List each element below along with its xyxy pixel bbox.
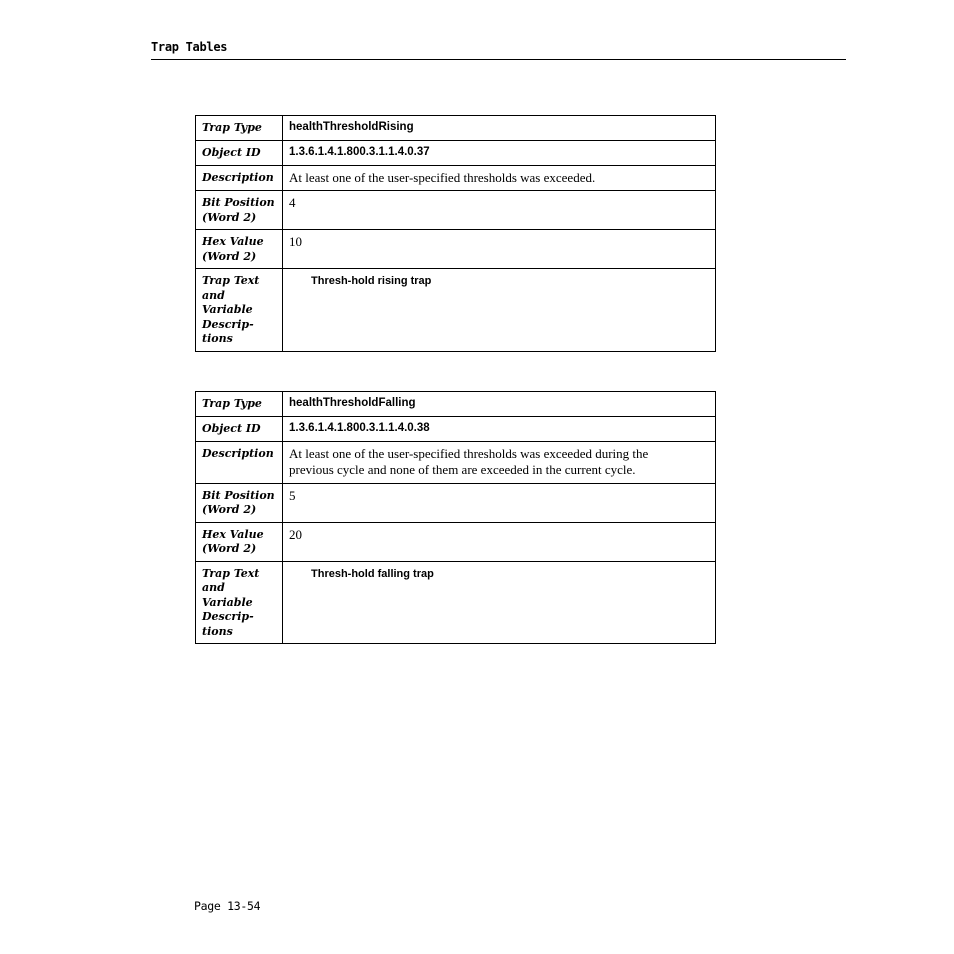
hex-value-label-line1: Hex Value bbox=[202, 235, 264, 248]
trap-text-row bbox=[196, 269, 716, 352]
bit-position-label-line1: Bit Position bbox=[202, 488, 275, 502]
trap-table-falling bbox=[195, 391, 716, 644]
trap-type-value: healthThresholdFalling bbox=[283, 392, 716, 417]
header-rule bbox=[151, 59, 846, 60]
bit-position-row bbox=[196, 483, 716, 522]
bit-position-value: 5 bbox=[283, 483, 716, 522]
bit-position-label-line1: Bit Position bbox=[202, 196, 275, 209]
trap-text-value: Thresh-hold rising trap bbox=[311, 275, 432, 287]
trap-text-label-line1: Trap Text bbox=[202, 274, 260, 287]
hex-value-value: 20 bbox=[283, 522, 716, 561]
description-value: At least one of the user-specified thresholds was exceeded. bbox=[283, 165, 716, 191]
trap-text-cell bbox=[283, 269, 716, 352]
bit-position-row bbox=[196, 191, 716, 230]
trap-text-value: Thresh-hold falling trap bbox=[311, 567, 434, 580]
trap-text-label-line3: Variable bbox=[202, 303, 253, 316]
trap-text-label bbox=[196, 269, 283, 352]
object-id-row bbox=[196, 417, 716, 442]
description-row bbox=[196, 165, 716, 191]
trap-text-label-line4: Descrip- bbox=[202, 610, 254, 623]
hex-value-row bbox=[196, 230, 716, 269]
description-label: Description bbox=[196, 165, 283, 191]
hex-value-label-line2: (Word 2) bbox=[202, 249, 257, 263]
trap-text-label-line5: tions bbox=[202, 332, 233, 345]
trap-text-cell bbox=[283, 561, 716, 644]
description-value bbox=[283, 441, 716, 483]
trap-text-row bbox=[196, 561, 716, 644]
object-id-row bbox=[196, 141, 716, 166]
hex-value-label-line1: Hex Value bbox=[202, 527, 264, 541]
object-id-value: 1.3.6.1.4.1.800.3.1.1.4.0.37 bbox=[283, 141, 716, 166]
trap-text-label-line1: Trap Text bbox=[202, 566, 260, 580]
trap-type-label: Trap Type bbox=[196, 116, 283, 141]
hex-value-value: 10 bbox=[283, 230, 716, 269]
trap-text-label-line4: Descrip- bbox=[202, 317, 254, 331]
object-id-label: Object ID bbox=[196, 141, 283, 166]
page-number: Page 13-54 bbox=[194, 899, 261, 913]
hex-value-label-line2: (Word 2) bbox=[202, 542, 257, 555]
hex-value-label bbox=[196, 522, 283, 561]
hex-value-row bbox=[196, 522, 716, 561]
bit-position-label-line2: (Word 2) bbox=[202, 210, 257, 224]
running-header: Trap Tables bbox=[151, 40, 228, 54]
trap-text-label bbox=[196, 561, 283, 644]
bit-position-label bbox=[196, 483, 283, 522]
trap-text-label-line2: and bbox=[202, 581, 225, 594]
object-id-value: 1.3.6.1.4.1.800.3.1.1.4.0.38 bbox=[283, 417, 716, 442]
trap-type-value: healthThresholdRising bbox=[283, 116, 716, 141]
hex-value-label bbox=[196, 230, 283, 269]
trap-text-label-line5: tions bbox=[202, 624, 233, 638]
description-line1: At least one of the user-specified thresholds was exceeded during the bbox=[289, 445, 649, 461]
trap-type-row bbox=[196, 392, 716, 417]
object-id-label: Object ID bbox=[196, 417, 283, 442]
trap-text-label-line3: Variable bbox=[202, 595, 253, 609]
trap-type-row bbox=[196, 116, 716, 141]
bit-position-label-line2: (Word 2) bbox=[202, 503, 257, 516]
bit-position-value: 4 bbox=[283, 191, 716, 230]
trap-text-label-line2: and bbox=[202, 288, 225, 302]
bit-position-label bbox=[196, 191, 283, 230]
description-line2: previous cycle and none of them are exceeded in the current cycle. bbox=[289, 462, 636, 477]
description-label: Description bbox=[196, 441, 283, 483]
trap-type-label: Trap Type bbox=[196, 392, 283, 417]
description-row bbox=[196, 441, 716, 483]
trap-table-rising bbox=[195, 115, 716, 352]
